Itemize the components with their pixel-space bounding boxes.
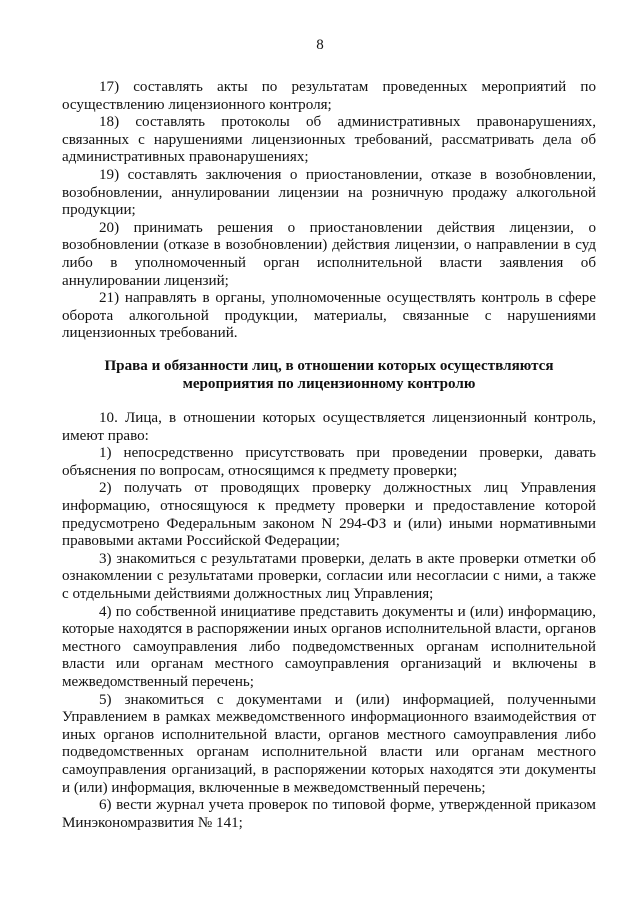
paragraph-right-3: 3) знакомиться с результатами проверки, делать в акте проверки отметки об ознакомлении с результатами проверки, согласии или несогласии с ними, а также с отдельными действиями должностных лиц Управления; (62, 550, 596, 603)
page-number: 8 (316, 37, 324, 53)
paragraph-item-21: 21) направлять в органы, уполномоченные осуществлять контроль в сфере оборота алкогольной продукции, материалы, связанные с нарушениями лицензионных требований. (62, 290, 596, 342)
paragraph-right-5: 5) знакомиться с документами и (или) информацией, полученными Управлением в рамках межведомственного информационного взаимодействия от иных органов исполнительной власти, органов местного самоуправления либо подведомственных органам исполнительной власти или органам местного самоуправления организаций, в распоряжении которых находятся эти документы и (или) информация, включенные в межведомственный перечень; (62, 691, 596, 796)
paragraph-right-6: 6) вести журнал учета проверок по типовой форме, утвержденной приказом Минэкономразвития № 141; (62, 797, 596, 831)
paragraph-right-4: 4) по собственной инициативе представить документы и (или) информацию, которые находятся в распоряжении иных органов исполнительной власти, органов местного самоуправления либо подведомственных органам исполнительной власти или органам местного самоуправления организаций и включены в межведомственный перечень; (62, 603, 596, 690)
paragraph-right-2: 2) получать от проводящих проверку должностных лиц Управления информацию, относящуюся к предмету проверки и предоставление которой предусмотрено Федеральным законом N 294-ФЗ и (или) иными нормативными правовыми актами Российской Федерации; (62, 480, 596, 550)
section-heading-line-1: Права и обязанности лиц, в отношении которых осуществляются (104, 357, 554, 374)
paragraph-item-19: 19) составлять заключения о приостановлении, отказе в возобновлении, возобновлении, аннулировании лицензии на розничную продажу алкогольной продукции; (62, 166, 596, 219)
paragraph-item-20: 20) принимать решения о приостановлении действия лицензии, о возобновлении (отказе в возобновлении) действия лицензии, о направлении в суд либо в уполномоченный орган исполнительной власти заявления об аннулировании лицензий; (62, 219, 596, 289)
paragraph-item-17: 17) составлять акты по результатам проведенных мероприятий по осуществлению лицензионного контроля; (62, 79, 596, 113)
paragraph-item-18: 18) составлять протоколы об административных правонарушениях, связанных с нарушениями лицензионных требований, рассматривать дела об административных правонарушениях; (62, 114, 596, 166)
paragraph-clause-10: 10. Лица, в отношении которых осуществляется лицензионный контроль, имеют право: (62, 410, 596, 444)
paragraph-right-1: 1) непосредственно присутствовать при проведении проверки, давать объяснения по вопросам, относящимся к предмету проверки; (62, 445, 596, 479)
section-heading (62, 358, 596, 393)
document-body (62, 79, 596, 832)
section-heading-line-2: мероприятия по лицензионному контролю (182, 375, 476, 392)
